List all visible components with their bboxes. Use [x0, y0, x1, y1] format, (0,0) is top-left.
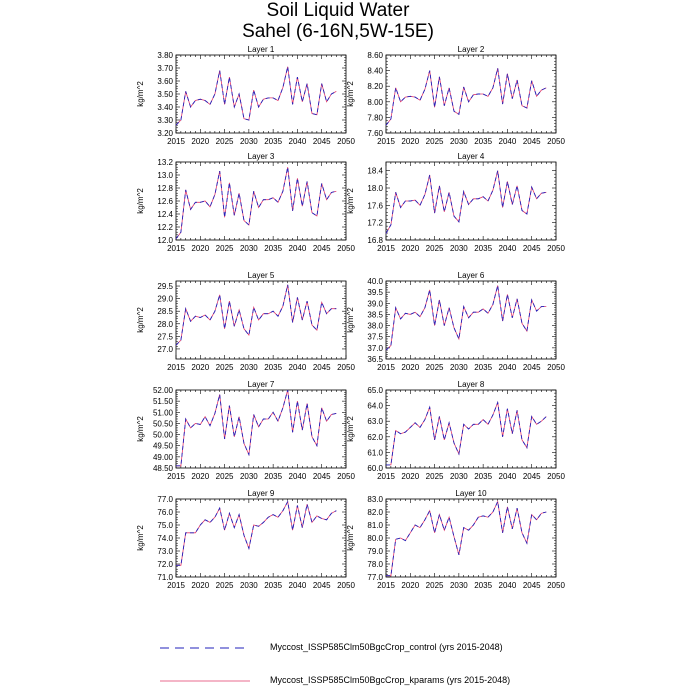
x-tick-label: 2015: [167, 581, 185, 590]
x-tick-label: 2040: [288, 363, 307, 372]
x-tick-label: 2040: [288, 581, 307, 590]
x-tick-label: 2050: [547, 581, 565, 590]
x-tick-label: 2020: [191, 244, 210, 253]
x-tick-label: 2045: [312, 581, 331, 590]
y-tick-label: 8.00: [367, 97, 383, 107]
y-tick-label: 38.0: [367, 321, 383, 331]
x-tick-label: 2040: [288, 472, 307, 481]
y-tick-label: 77.0: [157, 495, 173, 504]
panel-ylabel-2: kg/m^2: [346, 81, 355, 107]
y-tick-label: 16.8: [367, 236, 383, 245]
x-tick-label: 2015: [377, 137, 395, 146]
x-tick-label: 2045: [312, 472, 331, 481]
x-tick-label: 2030: [239, 472, 258, 481]
x-tick-label: 2020: [401, 581, 420, 590]
x-tick-label: 2020: [401, 363, 420, 372]
y-tick-label: 8.60: [367, 51, 383, 60]
y-tick-label: 18.4: [367, 166, 383, 176]
x-tick-label: 2035: [264, 472, 283, 481]
y-tick-label: 49.50: [152, 441, 173, 451]
panel-title-6: Layer 6: [457, 271, 485, 280]
y-tick-label: 51.00: [152, 408, 173, 418]
x-tick-label: 2050: [337, 363, 355, 372]
y-tick-label: 12.6: [157, 197, 173, 206]
y-tick-label: 74.0: [157, 534, 173, 543]
x-tick-label: 2035: [264, 363, 283, 372]
y-tick-label: 73.0: [157, 547, 173, 556]
x-tick-label: 2045: [522, 472, 541, 481]
y-tick-label: 83.0: [367, 495, 383, 504]
x-tick-label: 2020: [401, 137, 420, 146]
x-tick-label: 2050: [337, 472, 355, 481]
x-tick-label: 2045: [522, 244, 541, 253]
y-tick-label: 39.5: [367, 288, 383, 298]
x-tick-label: 2040: [288, 244, 307, 253]
y-tick-label: 76.0: [157, 508, 173, 517]
y-tick-label: 50.50: [152, 419, 173, 429]
y-tick-label: 18.0: [367, 184, 383, 193]
x-tick-label: 2040: [498, 363, 517, 372]
y-tick-label: 3.30: [157, 116, 173, 125]
x-tick-label: 2050: [547, 137, 565, 146]
panel-ylabel-4: kg/m^2: [346, 188, 355, 214]
y-tick-label: 60.0: [367, 464, 383, 473]
x-tick-label: 2050: [547, 472, 565, 481]
x-tick-label: 2035: [264, 581, 283, 590]
x-tick-label: 2015: [377, 581, 395, 590]
y-tick-label: 29.5: [157, 282, 173, 292]
x-tick-label: 2040: [498, 244, 517, 253]
x-tick-label: 2015: [167, 244, 185, 253]
x-tick-label: 2045: [522, 137, 541, 146]
y-tick-label: 7.60: [367, 129, 383, 138]
y-tick-label: 3.70: [157, 64, 173, 73]
y-tick-label: 13.0: [157, 171, 173, 180]
x-tick-label: 2025: [215, 137, 234, 146]
y-tick-label: 17.6: [367, 201, 383, 211]
x-tick-label: 2035: [474, 581, 493, 590]
x-tick-label: 2040: [498, 137, 517, 146]
y-tick-label: 3.40: [157, 103, 173, 112]
panel-ylabel-9: kg/m^2: [136, 525, 145, 551]
chart-subtitle: Sahel (6-16N,5W-15E): [242, 21, 434, 42]
x-tick-label: 2025: [425, 137, 444, 146]
x-tick-label: 2015: [377, 472, 395, 481]
panel-title-9: Layer 9: [247, 489, 275, 498]
y-tick-label: 50.00: [152, 430, 173, 440]
x-tick-label: 2045: [522, 363, 541, 372]
y-tick-label: 12.8: [157, 184, 173, 193]
y-tick-label: 79.0: [367, 547, 383, 556]
x-tick-label: 2050: [547, 363, 565, 372]
x-tick-label: 2020: [401, 244, 420, 253]
panel-ylabel-5: kg/m^2: [136, 307, 145, 333]
panel-title-7: Layer 7: [247, 380, 275, 389]
x-tick-label: 2020: [191, 137, 210, 146]
x-tick-label: 2050: [337, 244, 355, 253]
x-tick-label: 2020: [191, 581, 210, 590]
y-tick-label: 48.50: [152, 464, 173, 473]
y-tick-label: 37.0: [367, 343, 383, 353]
x-tick-label: 2025: [425, 581, 444, 590]
y-tick-label: 52.00: [152, 386, 173, 395]
y-tick-label: 28.5: [157, 307, 173, 317]
panel-title-2: Layer 2: [457, 45, 485, 54]
y-tick-label: 7.80: [367, 113, 383, 123]
chart-title: Soil Liquid Water: [266, 0, 410, 21]
x-tick-label: 2035: [474, 472, 493, 481]
legend-label-kparams: Myccost_ISSP585Clm50BgcCrop_kparams (yrs 2015-2048): [270, 675, 511, 685]
y-tick-label: 8.40: [367, 66, 383, 76]
panel-title-4: Layer 4: [457, 152, 485, 161]
x-tick-label: 2035: [474, 363, 493, 372]
y-tick-label: 27.0: [157, 344, 173, 354]
x-tick-label: 2030: [449, 363, 468, 372]
x-tick-label: 2030: [239, 363, 258, 372]
y-tick-label: 12.2: [157, 223, 173, 232]
x-tick-label: 2030: [239, 137, 258, 146]
y-tick-label: 71.0: [157, 573, 173, 582]
y-tick-label: 36.5: [367, 355, 383, 364]
x-tick-label: 2020: [191, 363, 210, 372]
panel-ylabel-10: kg/m^2: [346, 525, 355, 551]
x-tick-label: 2015: [377, 244, 395, 253]
x-tick-label: 2040: [498, 581, 517, 590]
y-tick-label: 3.60: [157, 77, 173, 86]
y-tick-label: 38.5: [367, 310, 383, 320]
x-tick-label: 2030: [449, 581, 468, 590]
y-tick-label: 72.0: [157, 560, 173, 569]
y-tick-label: 12.4: [157, 210, 173, 219]
y-tick-label: 3.50: [157, 90, 173, 99]
x-tick-label: 2030: [449, 244, 468, 253]
x-tick-label: 2040: [498, 472, 517, 481]
y-tick-label: 13.2: [157, 158, 173, 167]
y-tick-label: 8.20: [367, 82, 383, 92]
y-tick-label: 12.0: [157, 236, 173, 245]
y-tick-label: 75.0: [157, 521, 173, 530]
y-tick-label: 61.0: [367, 448, 383, 458]
x-tick-label: 2045: [312, 363, 331, 372]
x-tick-label: 2050: [337, 137, 355, 146]
x-tick-label: 2020: [191, 472, 210, 481]
x-tick-label: 2045: [312, 244, 331, 253]
y-tick-label: 80.0: [367, 534, 383, 543]
x-tick-label: 2015: [167, 137, 185, 146]
panel-ylabel-6: kg/m^2: [346, 307, 355, 333]
y-tick-label: 3.80: [157, 51, 173, 60]
x-tick-label: 2025: [215, 581, 234, 590]
y-tick-label: 81.0: [367, 521, 383, 530]
x-tick-label: 2050: [547, 244, 565, 253]
panel-ylabel-1: kg/m^2: [136, 81, 145, 107]
y-tick-label: 65.0: [367, 386, 383, 395]
x-tick-label: 2045: [312, 137, 331, 146]
x-tick-label: 2045: [522, 581, 541, 590]
y-tick-label: 78.0: [367, 560, 383, 569]
y-tick-label: 49.00: [152, 452, 173, 462]
y-tick-label: 51.50: [152, 397, 173, 407]
x-tick-label: 2025: [215, 244, 234, 253]
y-tick-label: 28.0: [157, 319, 173, 329]
y-tick-label: 17.2: [367, 218, 383, 228]
y-tick-label: 27.5: [157, 332, 173, 342]
x-tick-label: 2030: [239, 581, 258, 590]
panel-ylabel-7: kg/m^2: [136, 416, 145, 442]
x-tick-label: 2035: [264, 137, 283, 146]
panel-title-10: Layer 10: [455, 489, 487, 498]
panel-title-8: Layer 8: [457, 380, 485, 389]
y-tick-label: 62.0: [367, 432, 383, 442]
y-tick-label: 37.5: [367, 332, 383, 342]
x-tick-label: 2035: [474, 244, 493, 253]
x-tick-label: 2015: [167, 472, 185, 481]
y-tick-label: 64.0: [367, 401, 383, 411]
y-tick-label: 63.0: [367, 417, 383, 427]
x-tick-label: 2025: [425, 472, 444, 481]
x-tick-label: 2015: [377, 363, 395, 372]
y-tick-label: 40.0: [367, 277, 383, 286]
x-tick-label: 2025: [425, 363, 444, 372]
y-tick-label: 29.0: [157, 294, 173, 304]
panel-ylabel-3: kg/m^2: [136, 188, 145, 214]
x-tick-label: 2025: [215, 363, 234, 372]
panel-ylabel-8: kg/m^2: [346, 416, 355, 442]
x-tick-label: 2030: [239, 244, 258, 253]
panel-title-3: Layer 3: [247, 152, 275, 161]
y-tick-label: 77.0: [367, 573, 383, 582]
x-tick-label: 2030: [449, 137, 468, 146]
x-tick-label: 2025: [425, 244, 444, 253]
panel-title-5: Layer 5: [247, 271, 275, 280]
panel-title-1: Layer 1: [247, 45, 275, 54]
y-tick-label: 39.0: [367, 299, 383, 309]
x-tick-label: 2020: [401, 472, 420, 481]
y-tick-label: 3.20: [157, 129, 173, 138]
x-tick-label: 2025: [215, 472, 234, 481]
x-tick-label: 2035: [264, 244, 283, 253]
x-tick-label: 2015: [167, 363, 185, 372]
legend-label-control: Myccost_ISSP585Clm50BgcCrop_control (yrs 2015-2048): [270, 642, 503, 652]
x-tick-label: 2035: [474, 137, 493, 146]
x-tick-label: 2040: [288, 137, 307, 146]
x-tick-label: 2050: [337, 581, 355, 590]
x-tick-label: 2030: [449, 472, 468, 481]
y-tick-label: 82.0: [367, 508, 383, 517]
